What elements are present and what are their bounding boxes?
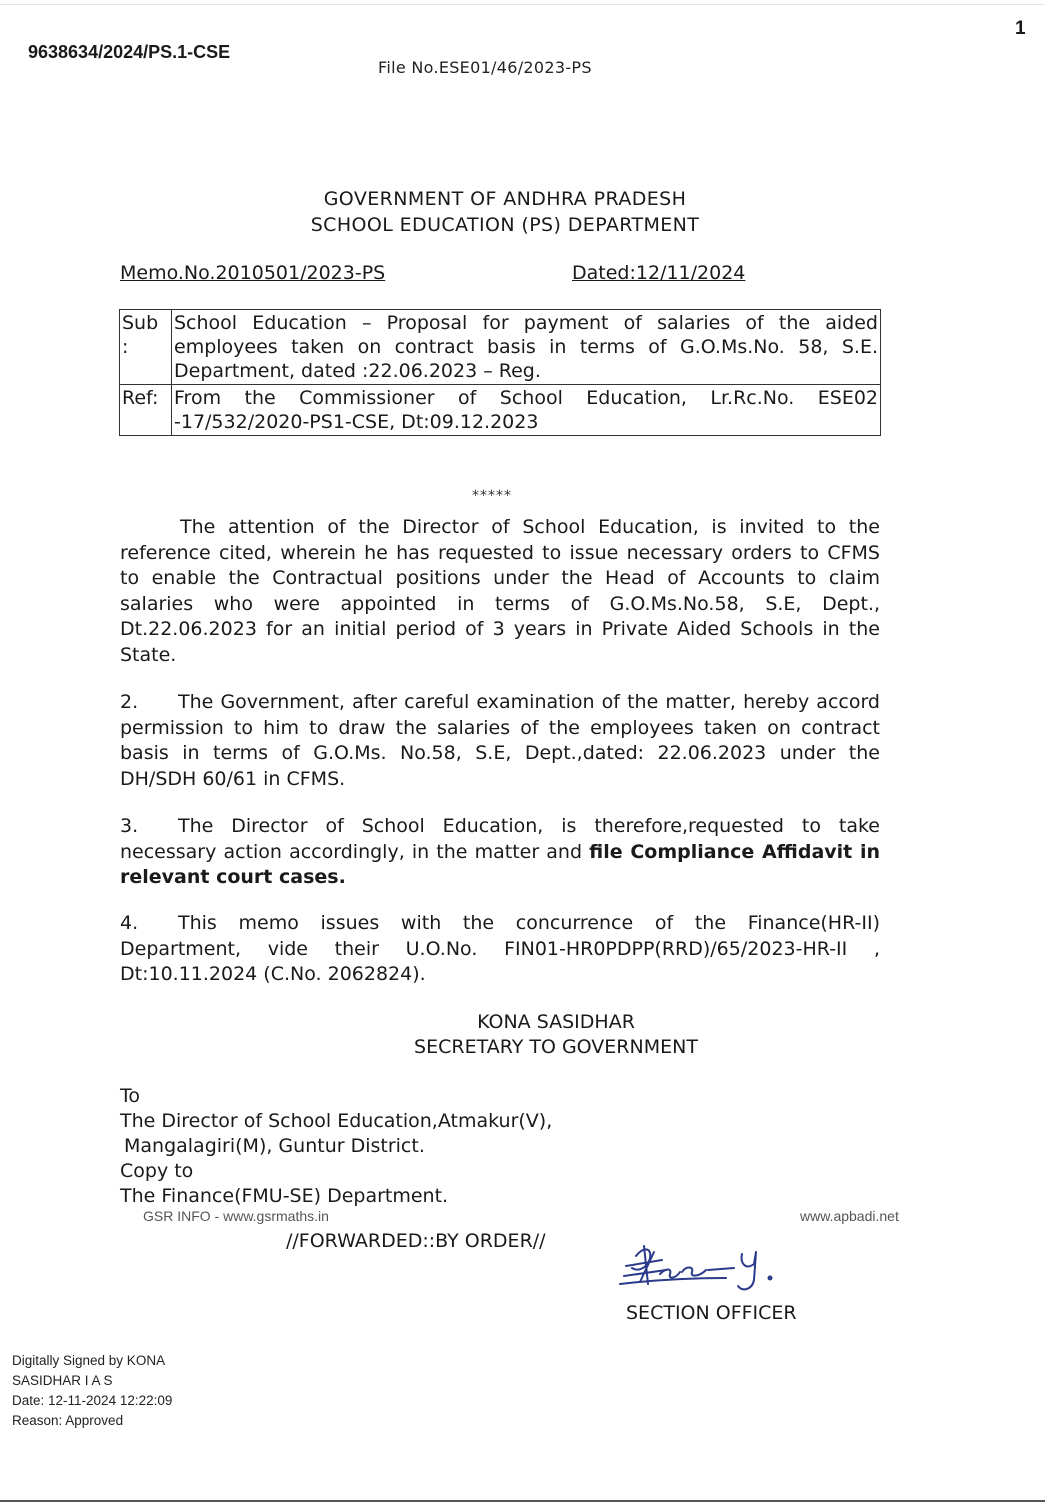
reference-row bbox=[120, 385, 881, 436]
digital-signature-reason: Reason: Approved bbox=[12, 1413, 124, 1428]
copy-to-label: Copy to bbox=[120, 1160, 194, 1182]
paragraph-1: The attention of the Director of School Education, is invited to the reference cited, wherein he has requested to issue necessary orders to CFMS to enable the Contractual positions under the Head of Accounts to claim salaries who were appointed in terms of G.O.Ms.No.58, S.E, Dept., Dt.22.06.2023 for an initial period of 3 years in Private Aided Schools in the State. bbox=[120, 516, 880, 666]
address-line-1: The Director of School Education,Atmakur(V), bbox=[120, 1110, 553, 1132]
forwarded-by-order: //FORWARDED::BY ORDER// bbox=[286, 1230, 546, 1252]
paragraph-2-number: 2. bbox=[120, 691, 139, 713]
paragraph-4 bbox=[120, 911, 880, 988]
section-officer-label: SECTION OFFICER bbox=[626, 1302, 797, 1324]
address-line-2: Mangalagiri(M), Guntur District. bbox=[124, 1135, 425, 1157]
government-heading: GOVERNMENT OF ANDHRA PRADESH bbox=[323, 188, 687, 210]
reference-text: From the Commissioner of School Education, Lr.Rc.No. ESE02 -17/532/2020-PS1-CSE, Dt:09.12.2023 bbox=[172, 385, 881, 436]
separator: ***** bbox=[472, 488, 512, 504]
paragraph-3-bold-text: file Compliance Affidavit in relevant court cases. bbox=[120, 840, 880, 888]
watermark-right: www.apbadi.net bbox=[800, 1208, 899, 1224]
digital-signature-date: Date: 12-11-2024 12:22:09 bbox=[12, 1393, 173, 1408]
file-reference: 9638634/2024/PS.1-CSE bbox=[28, 42, 231, 62]
paragraph-4-text: This memo issues with the concurrence of the Finance(HR-II) Department, vide their U.O.No. FIN01-HR0PDPP(RRD)/65/2023-HR-II , Dt:10.11.2024 (C.No. 2062824). bbox=[120, 912, 880, 985]
subject-label: Sub : bbox=[120, 310, 172, 385]
subject-text: School Education – Proposal for payment of salaries of the aided employees taken on contract basis in terms of G.O.Ms.No. 58, S.E. Department, dated :22.06.2023 – Reg. bbox=[172, 310, 881, 385]
department-heading: SCHOOL EDUCATION (PS) DEPARTMENT bbox=[310, 214, 700, 236]
digital-signature-line-1: Digitally Signed by KONA bbox=[12, 1353, 166, 1368]
handwritten-signature bbox=[614, 1238, 804, 1296]
paragraph-2-text: The Government, after careful examination of the matter, hereby accord permission to him to draw the salaries of the employees taken on contract basis in terms of G.O.Ms. No.58, S.E, Dept.,dated: 22.06.2023 under the DH/SDH 60/61 in CFMS. bbox=[120, 691, 880, 790]
subject-row bbox=[120, 310, 881, 385]
watermark-left: GSR INFO - www.gsrmaths.in bbox=[143, 1208, 329, 1224]
paragraph-3 bbox=[120, 814, 880, 891]
paragraph-4-number: 4. bbox=[120, 912, 139, 934]
to-label: To bbox=[120, 1085, 141, 1107]
file-number: File No.ESE01/46/2023-PS bbox=[378, 58, 592, 77]
top-rule bbox=[0, 4, 1045, 5]
paragraph-2 bbox=[120, 690, 880, 792]
page-number: 1 bbox=[1015, 18, 1026, 39]
paragraph-3-text: The Director of School Education, is therefore,requested to take necessary action accordingly, in the matter and bbox=[120, 815, 880, 863]
subject-reference-table bbox=[119, 309, 881, 436]
memo-number: Memo.No.2010501/2023-PS bbox=[120, 262, 386, 284]
paragraph-3-number: 3. bbox=[120, 815, 139, 837]
digital-signature-line-2: SASIDHAR I A S bbox=[12, 1373, 113, 1388]
reference-label: Ref: bbox=[120, 385, 172, 436]
signatory-name: KONA SASIDHAR bbox=[477, 1011, 635, 1033]
signatory-designation: SECRETARY TO GOVERNMENT bbox=[414, 1036, 698, 1058]
bottom-rule bbox=[0, 1500, 1045, 1502]
copy-to-line: The Finance(FMU-SE) Department. bbox=[120, 1185, 449, 1207]
memo-date: Dated:12/11/2024 bbox=[572, 262, 746, 284]
